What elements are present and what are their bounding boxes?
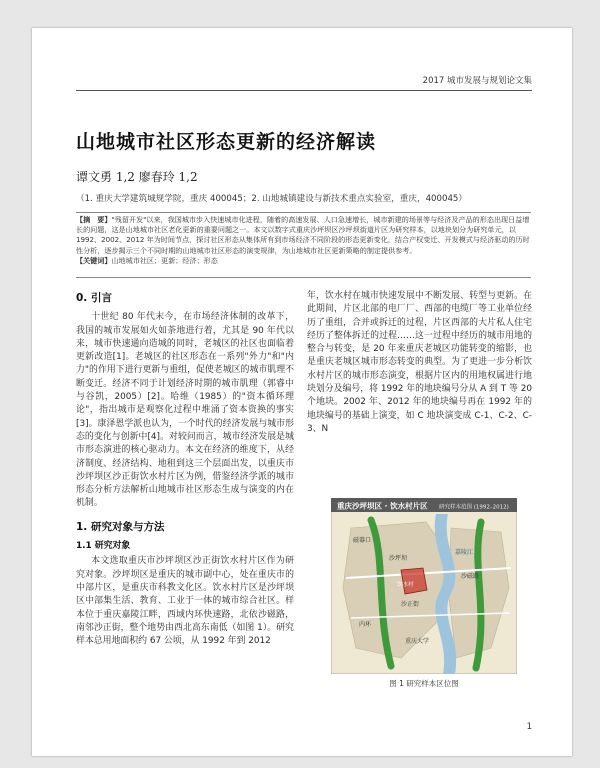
running-head-text: 2017 城市发展与规划论文集 <box>422 76 532 86</box>
label-chongqing-university: 重庆大学 <box>405 638 430 645</box>
abstract-text: "残留开发"以来，我国城市步入快速城市化进程，随着的高速发展、人口急速增长，城市新建的场景等与经济及产品的形态出现日益增长的问题，这是山地城市社区老化更新的重要问题之一。本文以数字式重庆沙坪坝区沙坪坝街道片区为研究样本，以地块划分为研究单元，以 1992、2002、2012 年为时间节点，探讨社区形态从集体所有到市场经济不同阶段的形态更新变化，结合产权变迁、开发模式与经济驱动的历时性分析，逐步揭示三个不同时期的山地城市社区形态的演变规律，为山地城市社区更新策略的制定提供参考。 <box>76 215 530 255</box>
sample-area <box>401 568 427 594</box>
intro-heading: 0. 引言 <box>76 292 112 304</box>
intro-paragraph: 十世纪 80 年代末今，在市场经济体制的改革下，我国的城市发展如火如荼地进行着，尤其是 90 年代以来，城市快速通向造城的同时，老城区的社区也面临着更新改造[1]。老城区的社区形态在一系列"外力"和"内力"的作用下进行更新与重组，促使老城区的城市肌理不断变迁。经济不同于计划经济时期的城市肌理（郭睿中与谷凯，2005）[2]。哈维（1985）的"资本循环理论"，指出城市是观察化过程中堆涌了资本资换的事实[3]。康泽恩学派也认为，一个时代的经济发展与城市形态的变化与创新中[4]。对较问而言，城市经济发展是城市形态演进的核心驱动力。本文在经济的维度下，从经济制度、经济结构、地租到这三个层面出发，以重庆市沙坪坝区沙正街饮水村片区为例，借鉴经济学派的城市形态分析方法解析山地城市社区形态生成与演变的内在机制。 <box>76 312 294 509</box>
location-map-figure <box>331 498 517 674</box>
left-column <box>76 290 294 652</box>
label-shapingba: 沙坪坝 <box>389 555 408 562</box>
right-paragraph: 年，饮水村在城市快速发展中不断发展、转型与更新。在此期间，片区北部的电厂厂、西部的电缆厂等工业单位经历了重组，合并或拆迁的过程，片区西部的大片私人住宅经历了整体拆迁的过程……这一过程中经历的城市用地的整合与转变，是 20 年来重庆老城区功能转变的缩影，也是重庆老城区城市形态转变的典型。为了更进一步分析饮水村片区的城市形态演变，根据片区内的用地权属进行地块划分及编号，将 1992 年的地块编号分从 A 到 T 等 20 个地块。2002 年、2012 年的地块编号再在 1992 年的地块编号的基础上演变，如 C 地块演变成 C-1、C-2、C-3、N <box>307 291 532 434</box>
running-head <box>76 72 532 91</box>
label-yinshui-village: 饮水村 <box>397 582 414 588</box>
green-belt-east <box>476 522 481 668</box>
abstract-label: 【摘 要】 <box>76 215 112 224</box>
figure-caption: 图 1 研究样本区位图 <box>389 679 459 688</box>
abstract <box>76 215 531 256</box>
page-number: 1 <box>526 722 532 732</box>
keywords-text: 山地城市社区；更新；经济；形态 <box>111 255 218 265</box>
location-map <box>331 498 517 674</box>
paper-affiliations: （1. 重庆大学建筑城规学院，重庆 400045；2. 山地城镇建设与新技术重点实验室，重庆，400045） <box>76 194 467 204</box>
keywords-label: 【关键词】 <box>76 255 112 265</box>
keywords <box>76 256 531 266</box>
paper-authors: 谭文勇 1,2 廖春玲 1,2 <box>76 170 198 184</box>
method-paragraph: 本文选取重庆市沙坪坝区沙正街饮水村片区作为研究对象。沙坪坝区是重庆的城市副中心，处在重庆市的中部片区，是重庆市科教文化区。饮水村片区是沙坪坝区中部集生活、教育、工业于一体的城市综合社区。样本位于重庆嘉陵江畔，西域内环快速路，北依沙磁路，南邻沙正街，整个地势由西北高东南低（如图 1）。研究样本总用地面积约 67 公顷，从 1992 年到 2012 <box>76 556 294 647</box>
map-title: 重庆沙坪坝区 · 饮水村片区 <box>337 501 428 511</box>
label-jialing-river: 嘉陵江 <box>455 549 474 556</box>
right-column <box>307 290 532 440</box>
paper-page <box>32 28 572 756</box>
label-ciqikou: 磁器口 <box>353 537 372 544</box>
paper-title: 山地城市社区形态更新的经济解读 <box>76 131 377 153</box>
map-subtitle: 研究样本范围 (1992–2012) <box>439 504 509 511</box>
label-shaci-road: 沙磁路 <box>461 573 480 580</box>
method-heading: 1. 研究对象与方法 <box>76 520 165 533</box>
abstract-block <box>76 212 531 278</box>
label-shazheng-street: 沙正街 <box>401 601 420 608</box>
method-subheading: 1.1 研究对象 <box>76 541 131 552</box>
label-inner-ring: 内环 <box>359 621 372 628</box>
